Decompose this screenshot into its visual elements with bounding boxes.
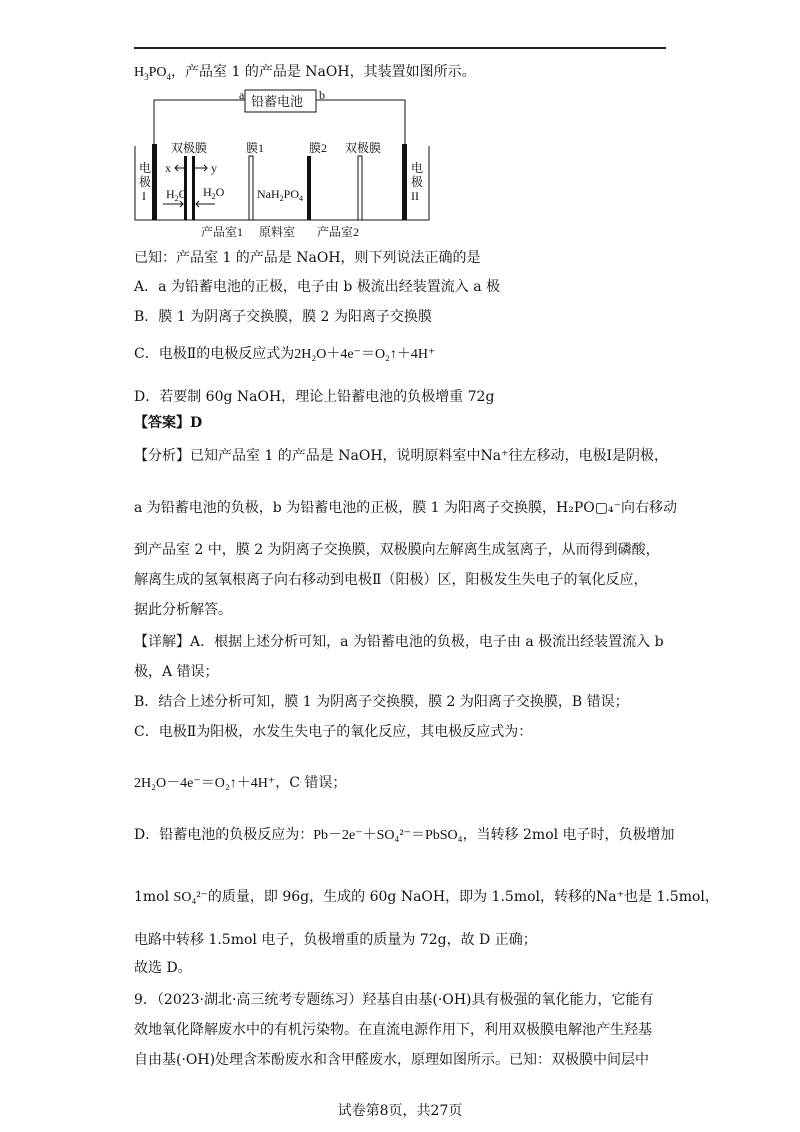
q9-line-3: 自由基(·OH)处理含苯酚废水和含甲醛废水，原理如图所示。已知：双极膜中间层中 [134,1052,650,1068]
answer: 【答案】D [134,415,203,431]
analysis-line-5: 据此分析解答。 [134,602,232,618]
terminal-b: b [319,88,325,102]
electrode-right [402,144,407,220]
label-x: x [165,161,171,175]
bipolar-label-left: 双极膜 [171,141,208,155]
electrode-right-char-1: 电 [411,161,424,175]
analysis-line-3: 到产品室 2 中，膜 2 为阴离子交换膜，双极膜向左解离生成氢离子，从而得到磷酸， [134,542,660,558]
detail-line-6: D．铅蓄电池的负极反应为：Pb－2e⁻＋SO₄²⁻＝PbSO₄，当转移 2mol 电子时，负极增加 [134,827,675,843]
terminal-a: a [239,88,245,102]
electrolysis-diagram [133,86,433,240]
bipolar-membrane-left-b [192,156,195,220]
option-c-equation: 2H₂O＋4e⁻＝O₂↑＋4H⁺ [294,347,436,362]
detail-line-3: B．结合上述分析可知，膜 1 为阴离子交换膜，膜 2 为阳离子交换膜，B 错误； [134,694,629,710]
membrane-2-label: 膜2 [309,141,328,155]
h2o-right: $H_2O$ [203,185,225,201]
room1-label: 产品室1 [201,225,244,239]
wire-left [154,100,245,144]
raw-room-label: 原料室 [259,225,296,239]
bipolar-label-right: 双极膜 [345,141,382,155]
question-stem: 已知：产品室 1 的产品是 NaOH，则下列说法正确的是 [134,250,481,266]
membrane-1-label: 膜1 [246,141,265,155]
battery-label: 铅蓄电池 [251,94,304,109]
membrane-1 [249,156,253,220]
option-a: A．a 为铅蓄电池的正极，电子由 b 极流出经装置流入 a 极 [134,279,501,295]
detail-line-4: C．电极Ⅱ为阳极，水发生失电子的氧化反应，其电极反应式为： [134,724,533,740]
electrode-left [152,144,157,220]
option-c: C．电极Ⅱ的电极反应式为2H₂O＋4e⁻＝O₂↑＋4H⁺ [134,346,436,362]
label-y: y [211,161,217,175]
h2o-left: $H_2O$ [166,187,188,203]
detail-line-5: 2H₂O－4e⁻＝O₂↑＋4H⁺，C 错误； [134,775,347,791]
room2-label: 产品室2 [317,225,360,239]
detail-line-7: 1mol SO₄²⁻的质量，即 96g，生成的 60g NaOH，即为 1.5mol，转移的Na⁺也是 1.5mol， [134,889,719,905]
analysis-line-4: 解离生成的氢氧根离子向右移动到电极Ⅱ（阳极）区，阳极发生失电子的氧化反应， [134,572,648,588]
detail-line-2: 极，A 错误； [134,664,219,680]
intro-line: $H_3PO_4$，产品室 1 的产品是 NaOH，其装置如图所示。 [134,64,476,82]
electrode-left-char-3: I [142,189,146,203]
wire-right [316,100,405,144]
detail-line-9: 故选 D。 [134,960,192,976]
option-d: D．若要制 60g NaOH，理论上铅蓄电池的负极增重 72g [134,389,495,405]
electrode-right-char-3: II [411,189,419,203]
analysis-line-2: a 为铅蓄电池的负极，b 为铅蓄电池的正极，膜 1 为阳离子交换膜，H₂PO▢₄⁻向右移动 [134,500,677,516]
nah2po4-label: $NaH_2PO_4$ [257,187,304,203]
electrode-left-char-2: 极 [139,175,152,189]
membrane-2 [307,156,311,220]
header-rule [134,47,666,49]
q9-line-2: 效地氧化降解废水中的有机污染物。在直流电源作用下，利用双极膜电解池产生羟基 [134,1022,652,1038]
q9-line-1: 9．（2023·湖北·高三统考专题练习）羟基自由基(·OH)具有极强的氧化能力，它能有 [134,992,654,1008]
detail-line-8: 电路中转移 1.5mol 电子，负极增重的质量为 72g，故 D 正确； [134,932,537,948]
detail-line-1: 【详解】A．根据上述分析可知，a 为铅蓄电池的负极，电子由 a 极流出经装置流入 b [134,634,664,650]
page-footer: 试卷第8页，共27页 [337,1103,463,1119]
electrode-right-char-2: 极 [411,175,424,189]
tank-outline [135,146,429,220]
option-b: B．膜 1 为阴离子交换膜，膜 2 为阳离子交换膜 [134,309,432,325]
electrode-left-char-1: 电 [139,161,152,175]
bipolar-membrane-right [358,156,362,220]
analysis-line-1: 【分析】已知产品室 1 的产品是 NaOH，说明原料室中Na⁺往左移动，电极Ⅰ是阴极， [134,448,669,464]
